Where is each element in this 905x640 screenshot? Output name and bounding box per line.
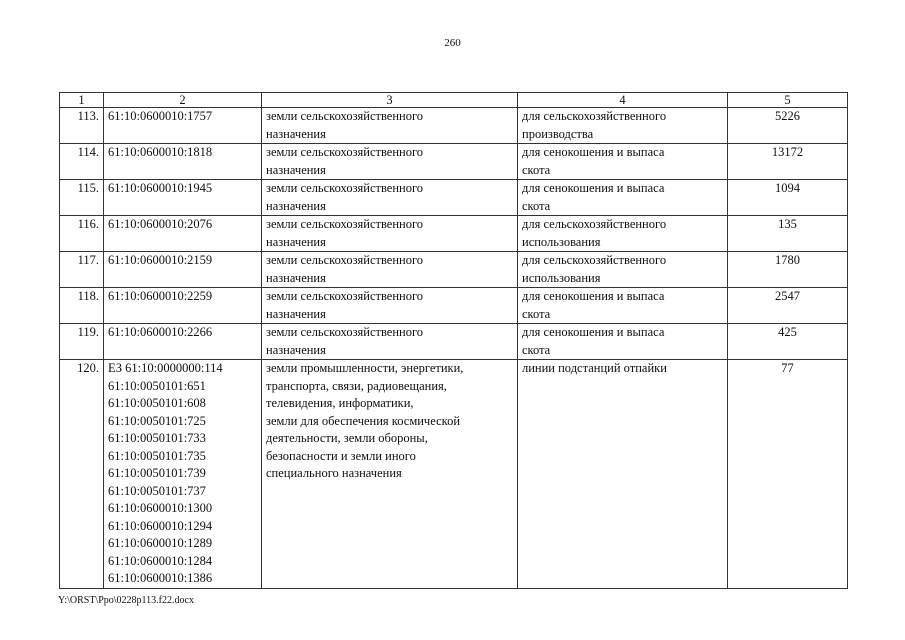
- land-category-line: транспорта, связи, радиовещания,: [266, 378, 447, 393]
- cadastral-number-line: 61:10:0050101:608: [108, 396, 206, 410]
- row-number-cell: 116.: [60, 216, 104, 252]
- table-row: [60, 288, 848, 324]
- land-category-cell: [262, 144, 518, 180]
- cadastral-number-cell: [104, 180, 262, 216]
- land-category-line: земли сельскохозяйственного: [266, 217, 424, 231]
- header-col-2: 2: [104, 93, 262, 108]
- land-category-line: земли сельскохозяйственного: [266, 181, 424, 195]
- land-category-cell: [262, 288, 518, 324]
- row-number-cell: 120.: [60, 360, 104, 589]
- permitted-use-line: использования: [522, 270, 601, 285]
- header-col-5: 5: [728, 93, 848, 108]
- land-category-line: земли сельскохозяйственного: [266, 253, 424, 267]
- cadastral-number-line: 61:10:0600010:1294: [108, 518, 213, 533]
- land-category-cell: [262, 252, 518, 288]
- land-category-line: земли промышленности, энергетики,: [266, 361, 464, 375]
- cadastral-number-cell: [104, 360, 262, 589]
- permitted-use-line: производства: [522, 126, 594, 141]
- row-number-cell: 115.: [60, 180, 104, 216]
- permitted-use-line: использования: [522, 234, 601, 249]
- cadastral-number-line: 61:10:0600010:1284: [108, 553, 213, 568]
- land-category-cell: [262, 324, 518, 360]
- land-category-line: назначения: [266, 270, 326, 285]
- cadastral-number-line: 61:10:0050101:737: [108, 483, 206, 498]
- land-category-line: земли сельскохозяйственного: [266, 325, 424, 339]
- cadastral-number-line: ЕЗ 61:10:0000000:114: [108, 361, 223, 375]
- permitted-use-cell: [518, 108, 728, 144]
- land-plots-table: [59, 92, 848, 589]
- cadastral-number-line: 61:10:0050101:733: [108, 431, 206, 445]
- permitted-use-cell: [518, 216, 728, 252]
- permitted-use-cell: [518, 180, 728, 216]
- cadastral-number-cell: [104, 108, 262, 144]
- table-row: [60, 360, 848, 589]
- cadastral-number-line: 61:10:0600010:1818: [108, 145, 213, 159]
- cadastral-number-cell: [104, 324, 262, 360]
- cadastral-number-line: 61:10:0600010:1386: [108, 571, 213, 585]
- header-col-3: 3: [262, 93, 518, 108]
- permitted-use-line: для сенокошения и выпаса: [522, 325, 665, 339]
- cadastral-number-line: 61:10:0600010:2076: [108, 217, 213, 231]
- permitted-use-cell: [518, 252, 728, 288]
- permitted-use-line: для сенокошения и выпаса: [522, 145, 665, 159]
- land-category-line: назначения: [266, 198, 326, 213]
- land-category-line: назначения: [266, 342, 326, 357]
- land-category-line: телевидения, информатики,: [266, 396, 414, 410]
- land-category-cell: [262, 216, 518, 252]
- permitted-use-line: скота: [522, 342, 551, 357]
- table-row: [60, 108, 848, 144]
- area-value-cell: 2547: [728, 288, 848, 324]
- land-category-line: земли сельскохозяйственного: [266, 145, 424, 159]
- permitted-use-cell: [518, 144, 728, 180]
- header-col-4: 4: [518, 93, 728, 108]
- land-category-line: деятельности, земли обороны,: [266, 431, 428, 445]
- permitted-use-line: скота: [522, 306, 551, 321]
- area-value-cell: 1780: [728, 252, 848, 288]
- cadastral-number-line: 61:10:0050101:725: [108, 413, 206, 428]
- land-category-line: назначения: [266, 162, 326, 177]
- land-category-line: безопасности и земли иного: [266, 448, 416, 463]
- table-header-row: [60, 93, 848, 108]
- cadastral-number-cell: [104, 144, 262, 180]
- table-row: [60, 180, 848, 216]
- row-number-cell: 118.: [60, 288, 104, 324]
- permitted-use-line: для сельскохозяйственного: [522, 109, 667, 123]
- land-category-line: земли сельскохозяйственного: [266, 109, 424, 123]
- area-value-cell: 135: [728, 216, 848, 252]
- cadastral-number-line: 61:10:0600010:1945: [108, 181, 213, 195]
- header-col-1: 1: [60, 93, 104, 108]
- row-number-cell: 119.: [60, 324, 104, 360]
- area-value-cell: 77: [728, 360, 848, 589]
- permitted-use-line: скота: [522, 162, 551, 177]
- land-category-line: назначения: [266, 234, 326, 249]
- row-number-cell: 114.: [60, 144, 104, 180]
- cadastral-number-cell: [104, 252, 262, 288]
- page-number: 260: [444, 37, 461, 49]
- land-category-line: специального назначения: [266, 466, 402, 480]
- cadastral-number-line: 61:10:0050101:651: [108, 378, 206, 393]
- permitted-use-line: скота: [522, 198, 551, 213]
- permitted-use-line: линии подстанций отпайки: [522, 361, 667, 375]
- land-category-cell: [262, 180, 518, 216]
- table-row: [60, 324, 848, 360]
- permitted-use-cell: [518, 324, 728, 360]
- cadastral-number-line: 61:10:0050101:735: [108, 448, 206, 463]
- permitted-use-line: для сельскохозяйственного: [522, 253, 667, 267]
- cadastral-number-cell: [104, 216, 262, 252]
- area-value-cell: 5226: [728, 108, 848, 144]
- cadastral-number-line: 61:10:0600010:1289: [108, 536, 213, 550]
- cadastral-number-line: 61:10:0050101:739: [108, 466, 206, 480]
- cadastral-number-line: 61:10:0600010:2159: [108, 253, 213, 267]
- cadastral-number-cell: [104, 288, 262, 324]
- permitted-use-cell: [518, 288, 728, 324]
- area-value-cell: 1094: [728, 180, 848, 216]
- land-category-line: назначения: [266, 126, 326, 141]
- row-number-cell: 113.: [60, 108, 104, 144]
- table-row: [60, 216, 848, 252]
- land-category-cell: [262, 108, 518, 144]
- area-value-cell: 13172: [728, 144, 848, 180]
- table-row: [60, 144, 848, 180]
- permitted-use-cell: [518, 360, 728, 589]
- land-category-cell: [262, 360, 518, 589]
- permitted-use-line: для сенокошения и выпаса: [522, 181, 665, 195]
- cadastral-number-line: 61:10:0600010:2259: [108, 289, 213, 303]
- land-category-line: земли для обеспечения космической: [266, 413, 461, 428]
- cadastral-number-line: 61:10:0600010:1757: [108, 109, 213, 123]
- cadastral-number-line: 61:10:0600010:1300: [108, 501, 213, 515]
- permitted-use-line: для сельскохозяйственного: [522, 217, 667, 231]
- footer-file-path: Y:\ORST\Ppo\0228p113.f22.docx: [58, 595, 194, 606]
- table-row: [60, 252, 848, 288]
- cadastral-number-line: 61:10:0600010:2266: [108, 325, 213, 339]
- permitted-use-line: для сенокошения и выпаса: [522, 289, 665, 303]
- land-category-line: земли сельскохозяйственного: [266, 289, 424, 303]
- row-number-cell: 117.: [60, 252, 104, 288]
- table-body: [60, 108, 848, 589]
- land-category-line: назначения: [266, 306, 326, 321]
- area-value-cell: 425: [728, 324, 848, 360]
